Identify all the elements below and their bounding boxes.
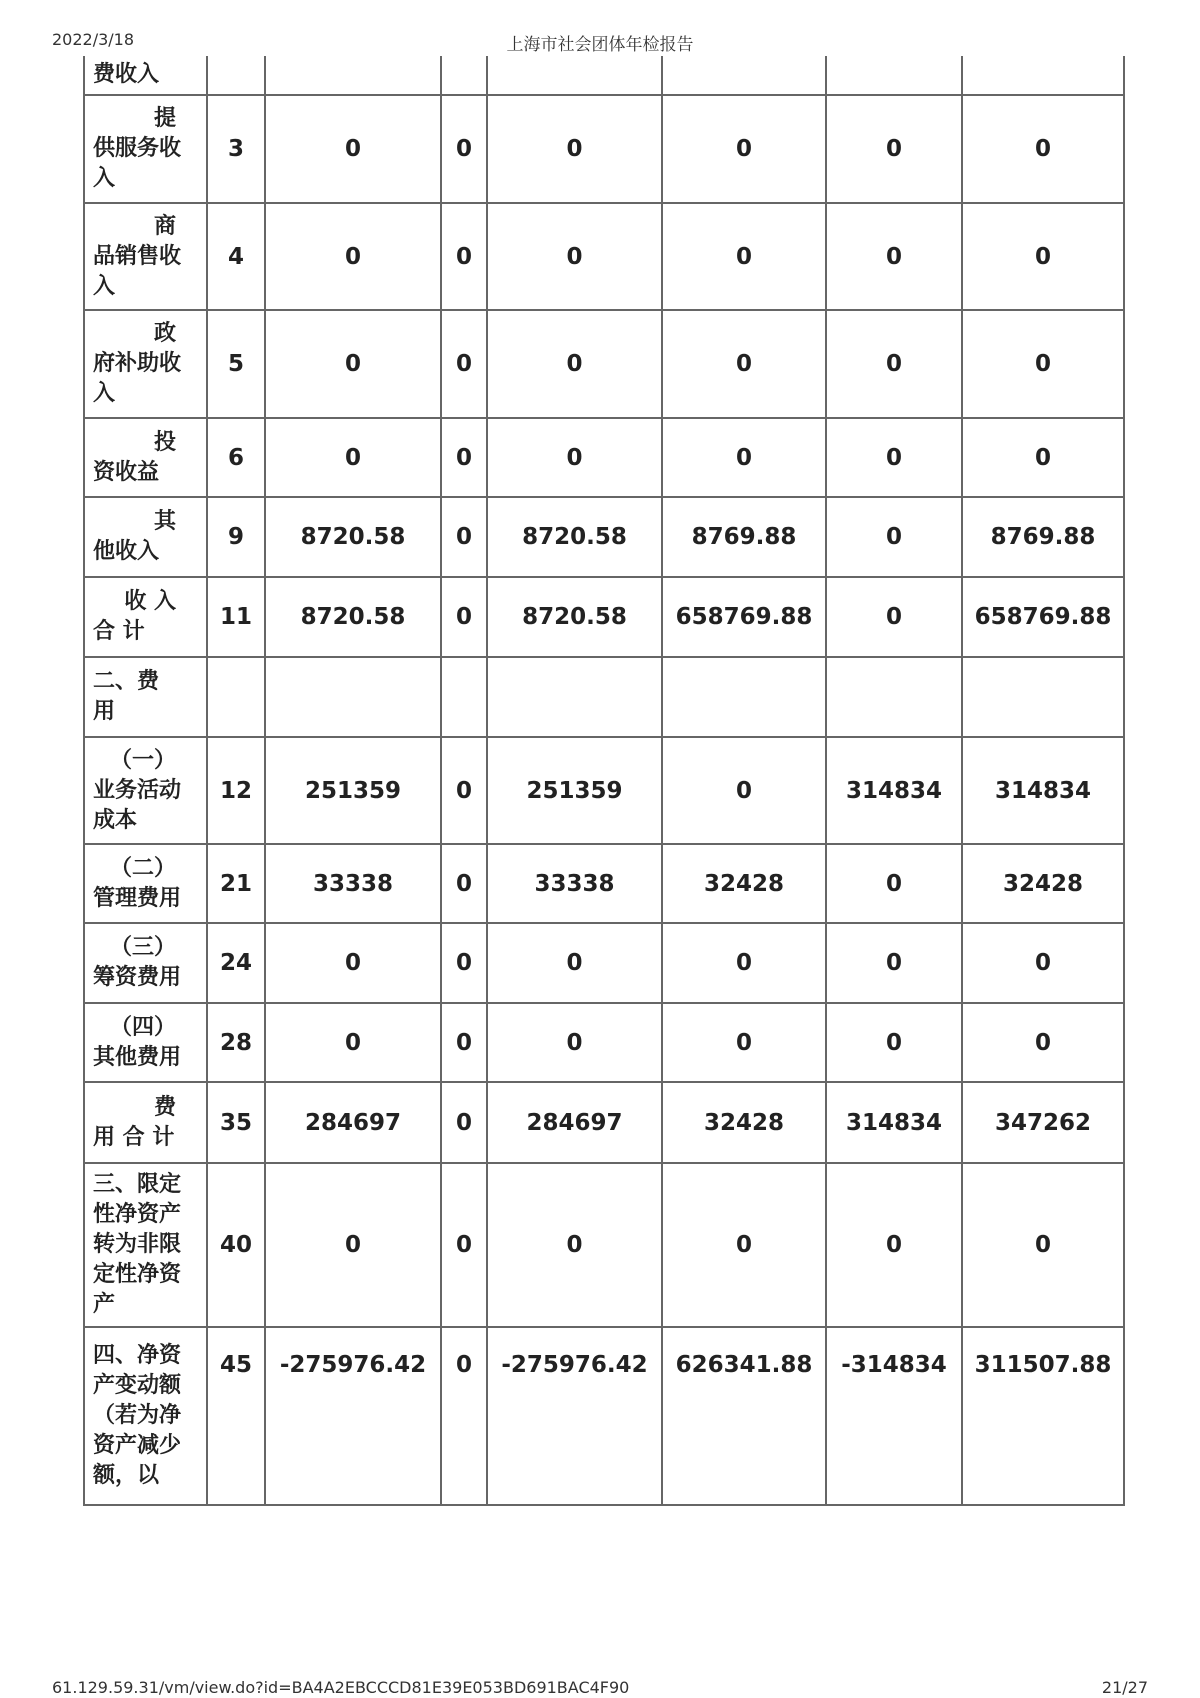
table-row	[84, 1327, 1124, 1505]
row-label-line: 成本	[93, 807, 138, 833]
value-cell	[826, 56, 962, 95]
value-cell: 0	[265, 310, 441, 418]
value-cell	[265, 657, 441, 737]
value-cell: 0	[265, 95, 441, 203]
row-label-line: 产	[93, 1292, 116, 1317]
value-cell: 0	[662, 1003, 826, 1082]
row-label-line: 府补助收	[93, 351, 182, 376]
row-label	[84, 497, 207, 577]
value-cell: 0	[441, 497, 487, 577]
value-cell: 0	[662, 923, 826, 1003]
value-cell: 0	[826, 1163, 962, 1327]
value-cell: 0	[441, 1003, 487, 1082]
value-cell: 0	[265, 1003, 441, 1082]
value-cell: 0	[441, 310, 487, 418]
line-number-cell: 3	[207, 95, 265, 203]
value-cell: 0	[662, 418, 826, 497]
row-label-line: 费收入	[93, 62, 160, 87]
value-cell: 0	[441, 737, 487, 844]
value-cell: 0	[826, 203, 962, 310]
value-cell: 0	[962, 1163, 1124, 1327]
value-cell: 0	[826, 497, 962, 577]
row-label-line: 二、费	[93, 669, 160, 694]
value-cell: 8720.58	[265, 577, 441, 657]
value-cell	[441, 56, 487, 95]
value-cell: 0	[962, 310, 1124, 418]
value-cell: 8769.88	[662, 497, 826, 577]
value-cell: 284697	[265, 1082, 441, 1163]
table-row	[84, 95, 1124, 203]
table-row	[84, 923, 1124, 1003]
line-number-cell: 35	[207, 1082, 265, 1163]
line-number-cell	[207, 657, 265, 737]
value-cell: -314834	[826, 1327, 962, 1505]
row-label-line: 入	[93, 381, 116, 406]
value-cell: 0	[265, 418, 441, 497]
row-label-line: 三、限定	[93, 1172, 182, 1197]
value-cell: 251359	[265, 737, 441, 844]
row-label	[84, 1082, 207, 1163]
row-label-line: 用 合 计	[93, 1124, 175, 1150]
row-label-line: 费	[153, 1094, 176, 1120]
value-cell: 8720.58	[265, 497, 441, 577]
value-cell: 0	[962, 95, 1124, 203]
value-cell	[265, 56, 441, 95]
value-cell: 0	[662, 310, 826, 418]
value-cell: 0	[487, 1163, 662, 1327]
row-label-line: 其他费用	[93, 1044, 182, 1070]
row-label	[84, 418, 207, 497]
table-row	[84, 1003, 1124, 1082]
row-label-line: 业务活动	[93, 777, 182, 803]
value-cell	[662, 56, 826, 95]
line-number-cell	[207, 56, 265, 95]
row-label	[84, 310, 207, 418]
value-cell: 314834	[962, 737, 1124, 844]
row-label	[84, 1327, 207, 1505]
value-cell: 0	[962, 923, 1124, 1003]
value-cell: 0	[826, 844, 962, 923]
value-cell: 0	[662, 1163, 826, 1327]
line-number-cell: 12	[207, 737, 265, 844]
row-label	[84, 923, 207, 1003]
value-cell: 0	[441, 203, 487, 310]
value-cell: 284697	[487, 1082, 662, 1163]
value-cell: 314834	[826, 737, 962, 844]
value-cell: 0	[487, 95, 662, 203]
row-label-line: 入	[93, 166, 116, 191]
row-label-line: 管理费用	[93, 885, 182, 911]
value-cell: 8720.58	[487, 497, 662, 577]
row-label-line: 产变动额	[93, 1373, 182, 1398]
value-cell: 0	[826, 310, 962, 418]
value-cell	[962, 56, 1124, 95]
value-cell: 0	[441, 577, 487, 657]
value-cell: 8769.88	[962, 497, 1124, 577]
table-row	[84, 1163, 1124, 1327]
table-row	[84, 844, 1124, 923]
print-date: 2022/3/18	[52, 30, 135, 49]
value-cell: 0	[662, 737, 826, 844]
value-cell: -275976.42	[265, 1327, 441, 1505]
row-label-line: 收 入	[124, 589, 176, 614]
value-cell: 8720.58	[487, 577, 662, 657]
value-cell: 0	[441, 418, 487, 497]
line-number-cell: 28	[207, 1003, 265, 1082]
row-label-line: 他收入	[93, 539, 160, 564]
row-label-line: 投	[153, 429, 176, 455]
value-cell: 311507.88	[962, 1327, 1124, 1505]
line-number-cell: 24	[207, 923, 265, 1003]
value-cell: 347262	[962, 1082, 1124, 1163]
row-label	[84, 657, 207, 737]
value-cell	[487, 657, 662, 737]
row-label	[84, 203, 207, 310]
value-cell: 0	[487, 923, 662, 1003]
value-cell: 0	[265, 1163, 441, 1327]
activity-statement-table	[83, 56, 1125, 1506]
value-cell: 0	[487, 1003, 662, 1082]
row-label-line: 政	[153, 321, 176, 346]
value-cell	[662, 657, 826, 737]
line-number-cell: 11	[207, 577, 265, 657]
row-label	[84, 737, 207, 844]
row-label-line: 筹资费用	[93, 965, 182, 990]
value-cell: 0	[826, 1003, 962, 1082]
row-label-line: （若为净	[93, 1403, 182, 1428]
row-label-line: 性净资产	[93, 1202, 182, 1227]
row-label-line: （一）	[109, 747, 176, 773]
value-cell: 0	[487, 310, 662, 418]
value-cell: 32428	[962, 844, 1124, 923]
row-label	[84, 56, 207, 95]
value-cell: 0	[962, 1003, 1124, 1082]
value-cell: 0	[441, 1327, 487, 1505]
value-cell: -275976.42	[487, 1327, 662, 1505]
value-cell: 0	[441, 923, 487, 1003]
row-label-line: 提	[153, 106, 176, 131]
value-cell: 0	[662, 203, 826, 310]
row-label-line: 商	[153, 213, 176, 239]
row-label-line: （四）	[109, 1014, 176, 1040]
row-label-line: 转为非限	[93, 1232, 182, 1257]
row-label-line: （三）	[109, 935, 176, 960]
table-row	[84, 310, 1124, 418]
row-label-line: （二）	[109, 855, 176, 881]
table-row	[84, 203, 1124, 310]
line-number-cell: 6	[207, 418, 265, 497]
row-label-line: 其	[153, 509, 176, 534]
value-cell: 0	[962, 203, 1124, 310]
value-cell: 0	[487, 418, 662, 497]
value-cell: 0	[962, 418, 1124, 497]
table-body	[84, 56, 1124, 1505]
value-cell: 314834	[826, 1082, 962, 1163]
line-number-cell: 5	[207, 310, 265, 418]
row-label-line: 资产减少	[93, 1433, 182, 1458]
value-cell: 33338	[487, 844, 662, 923]
row-label-line: 资收益	[93, 459, 160, 485]
row-label	[84, 1163, 207, 1327]
value-cell: 658769.88	[662, 577, 826, 657]
row-label-line: 定性净资	[93, 1262, 182, 1287]
value-cell: 0	[487, 203, 662, 310]
row-label-line: 供服务收	[93, 136, 182, 161]
row-label	[84, 95, 207, 203]
line-number-cell: 21	[207, 844, 265, 923]
row-label-line: 合 计	[93, 619, 145, 644]
table-row	[84, 418, 1124, 497]
value-cell	[487, 56, 662, 95]
row-label	[84, 1003, 207, 1082]
row-label-line: 用	[93, 699, 116, 724]
table-row	[84, 1082, 1124, 1163]
table-row	[84, 577, 1124, 657]
line-number-cell: 45	[207, 1327, 265, 1505]
value-cell: 0	[826, 577, 962, 657]
table-row	[84, 56, 1124, 95]
value-cell: 0	[826, 923, 962, 1003]
row-label-line: 入	[93, 273, 116, 299]
value-cell	[962, 657, 1124, 737]
value-cell: 33338	[265, 844, 441, 923]
value-cell: 0	[441, 844, 487, 923]
value-cell: 0	[662, 95, 826, 203]
value-cell: 32428	[662, 1082, 826, 1163]
value-cell: 0	[441, 1082, 487, 1163]
value-cell: 0	[826, 418, 962, 497]
value-cell	[826, 657, 962, 737]
value-cell: 626341.88	[662, 1327, 826, 1505]
value-cell: 0	[441, 95, 487, 203]
row-label-line: 品销售收	[93, 243, 182, 269]
table-row	[84, 657, 1124, 737]
value-cell: 32428	[662, 844, 826, 923]
value-cell: 251359	[487, 737, 662, 844]
footer-url: 61.129.59.31/vm/view.do?id=BA4A2EBCCCD81E39E053BD691BAC4F90	[52, 1678, 630, 1697]
value-cell	[441, 657, 487, 737]
table-row	[84, 497, 1124, 577]
value-cell: 0	[826, 95, 962, 203]
line-number-cell: 4	[207, 203, 265, 310]
value-cell: 0	[265, 203, 441, 310]
row-label	[84, 844, 207, 923]
page-number: 21/27	[1101, 1678, 1148, 1697]
row-label	[84, 577, 207, 657]
row-label-line: 四、净资	[93, 1343, 182, 1368]
value-cell: 0	[265, 923, 441, 1003]
table-row	[84, 737, 1124, 844]
line-number-cell: 9	[207, 497, 265, 577]
value-cell: 0	[441, 1163, 487, 1327]
document-title: 上海市社会团体年检报告	[506, 35, 694, 55]
line-number-cell: 40	[207, 1163, 265, 1327]
row-label-line: 额，以	[93, 1463, 160, 1488]
value-cell: 658769.88	[962, 577, 1124, 657]
